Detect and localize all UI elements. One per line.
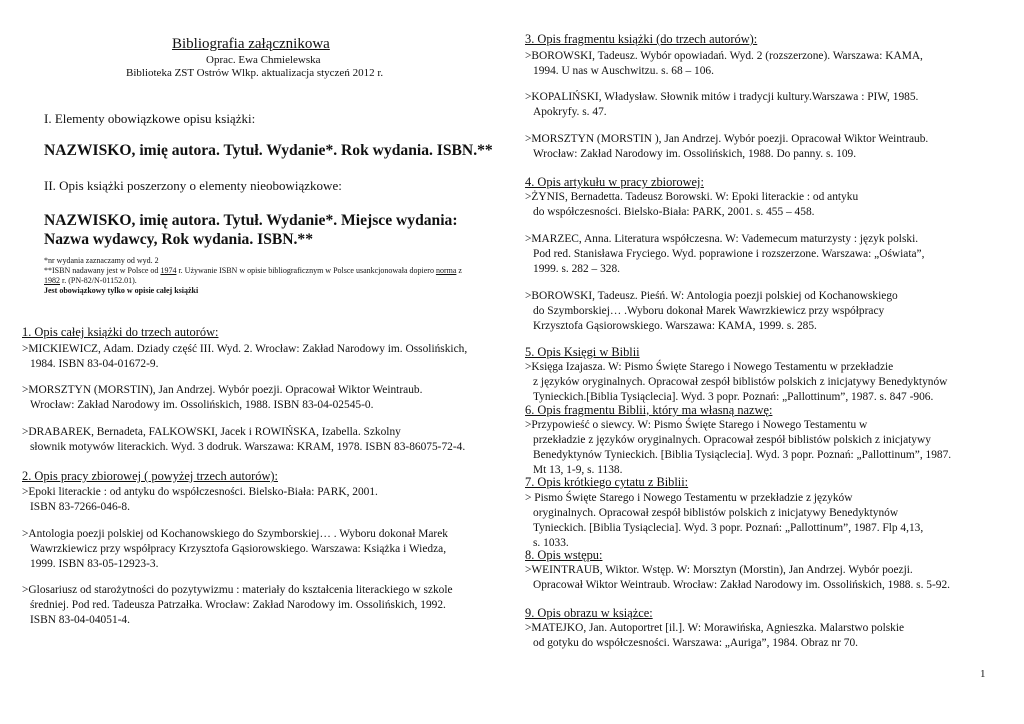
- section-9-heading: 9. Opis obrazu w książce:: [525, 606, 653, 620]
- document-institution: Biblioteka ZST Ostrów Wlkp. aktualizacja styczeń 2012 r.: [126, 67, 384, 79]
- section-3-heading: 3. Opis fragmentu książki (do trzech autorów):: [525, 32, 758, 46]
- section-5-heading: 5. Opis Księgi w Biblii: [525, 345, 640, 359]
- bib-entry: >KOPALIŃSKI, Władysław. Słownik mitów i tradycji kultury.Warszawa : PIW, 1985. Apokryfy. s. 47.: [525, 91, 919, 118]
- bib-entry: >BOROWSKI, Tadeusz. Wybór opowiadań. Wyd. 2 (rozszerzone). Warszawa: KAMA, 1994. U nas w Auschwitzu. s. 68 – 106.: [525, 50, 923, 77]
- bib-entry: >WEINTRAUB, Wiktor. Wstęp. W: Morsztyn (Morstin), Jan Andrzej. Wybór poezji. Opracował Wiktor Weintraub. Wrocław: Zakład Narodowy im. Ossolińskich, 1988. s. 5-92.: [525, 564, 951, 591]
- bib-entry: >ŻYNIS, Bernadetta. Tadeusz Borowski. W: Epoki literackie : od antyku do współczesności. Bielsko-Biała: PARK, 2001. s. 455 – 458.: [525, 191, 859, 218]
- section-ii-formula-line2: Nazwa wydawcy, Rok wydania. ISBN.**: [44, 231, 314, 248]
- bib-entry: >Przypowieść o siewcy. W: Pismo Święte Starego i Nowego Testamentu w przekładzie z języków oryginalnych. Opracował zespół biblistów polskich z inicjatywy Benedyktynów Tynieckich. [Biblia Tysiąclecia]. Wyd. 3 popr. Poznań: „Pallottinum”, 1987. Mt 13, 1-9, s. 1138.: [525, 419, 952, 476]
- bib-entry: >Antologia poezji polskiej od Kochanowskiego do Szymborskiej… . Wyboru dokonał Marek Wawrzkiewicz przy współpracy Krzysztofa Gąsiorowskiego. Warszawa: Książka i Wiedza, 1999. ISBN 83-05-12923-3.: [22, 528, 448, 570]
- footnote-isbn: **ISBN nadawany jest w Polsce od 1974 r. Używanie ISBN w opisie bibliograficznym w Polsce usankcjonowała dopiero norma z: [44, 266, 462, 275]
- bib-entry: >DRABAREK, Bernadeta, FALKOWSKI, Jacek i ROWIŃSKA, Izabella. Szkolny słownik motywów literackich. Wyd. 3 dodruk. Warszawa: KRAM, 1978. ISBN 83-86075-72-4.: [22, 426, 466, 453]
- page-number: 1: [980, 668, 986, 680]
- section-8-heading: 8. Opis wstępu:: [525, 548, 603, 562]
- section-7-heading: 7. Opis krótkiego cytatu z Biblii:: [525, 475, 689, 489]
- bib-entry: >MICKIEWICZ, Adam. Dziady część III. Wyd. 2. Wrocław: Zakład Narodowy im. Ossolińskich, 1984. ISBN 83-04-01672-9.: [22, 343, 468, 370]
- footnote-norma: 1982 r. (PN-82/N-01152.01).: [44, 276, 137, 285]
- bib-entry: >Epoki literackie : od antyku do współczesności. Bielsko-Biała: PARK, 2001. ISBN 83-7266-046-8.: [22, 486, 378, 513]
- document-author: Oprac. Ewa Chmielewska: [206, 54, 321, 66]
- bib-entry: >Glosariusz od starożytności do pozytywizmu : materiały do kształcenia literackiego w szkole średniej. Pod red. Tadeusza Patrzałka. Wrocław: Zakład Narodowy im. Ossolińskich, 1992. ISBN 83-04-04051-4.: [22, 584, 453, 626]
- footnote-mandatory: Jest obowiązkowy tylko w opisie całej książki: [44, 286, 199, 295]
- section-i-formula: NAZWISKO, imię autora. Tytuł. Wydanie*. Rok wydania. ISBN.**: [44, 142, 493, 159]
- document-title: Bibliografia załącznikowa: [172, 36, 330, 52]
- section-6-heading: 6. Opis fragmentu Biblii, który ma własną nazwę:: [525, 403, 773, 417]
- bib-entry: > Pismo Święte Starego i Nowego Testamentu w przekładzie z języków oryginalnych. Opracował zespół biblistów polskich z inicjatywy Benedyktynów Tynieckich. [Biblia Tysiąclecia]. Wyd. 3 popr. Poznań: „Pallottinum”, 1987. Flp 4,13, s. 1033.: [525, 492, 924, 549]
- bib-entry: >MATEJKO, Jan. Autoportret [il.]. W: Morawińska, Agnieszka. Malarstwo polskie od gotyku do współczesności. Warszawa: „Auriga”, 1984. Obraz nr 70.: [525, 622, 905, 649]
- bib-entry: >BOROWSKI, Tadeusz. Pieśń. W: Antologia poezji polskiej od Kochanowskiego do Szymborskiej… .Wyboru dokonał Marek Wawrzkiewicz przy współpracy Krzysztofa Gąsiorowskiego. Warszawa: KAMA, 1999. s. 285.: [525, 290, 898, 332]
- section-ii-formula-line1: NAZWISKO, imię autora. Tytuł. Wydanie*. Miejsce wydania:: [44, 212, 458, 229]
- bib-entry: >MORSZTYN (MORSTIN ), Jan Andrzej. Wybór poezji. Opracował Wiktor Weintraub. Wrocław: Zakład Narodowy im. Ossolińskich, 1988. Do panny. s. 109.: [525, 133, 929, 160]
- section-ii-heading: II. Opis książki poszerzony o elementy nieobowiązkowe:: [44, 178, 342, 193]
- bib-entry: >MARZEC, Anna. Literatura współczesna. W: Vademecum maturzysty : język polski. Pod red. Stanisława Fryciego. Wyd. poprawione i rozszerzone. Warszawa: „Oświata”, 1999. s. 282 – 328.: [525, 233, 925, 275]
- bib-entry: >Księga Izajasza. W: Pismo Święte Starego i Nowego Testamentu w przekładzie z języków oryginalnych. Opracował zespół biblistów polskich z inicjatywy Benedyktynów Tynieckich.[Biblia Tysiąclecia]. Wyd. 3 popr. Poznań: „Pallottinum”, 1987. s. 847 -906.: [525, 361, 948, 403]
- section-2-heading: 2. Opis pracy zbiorowej ( powyżej trzech autorów):: [22, 469, 278, 483]
- section-4-heading: 4. Opis artykułu w pracy zbiorowej:: [525, 175, 704, 189]
- footnote-edition: *nr wydania zaznaczamy od wyd. 2: [44, 256, 159, 265]
- section-i-heading: I. Elementy obowiązkowe opisu książki:: [44, 111, 256, 126]
- bib-entry: >MORSZTYN (MORSTIN), Jan Andrzej. Wybór poezji. Opracował Wiktor Weintraub. Wrocław: Zakład Narodowy im. Ossolińskich, 1988. ISBN 83-04-02545-0.: [22, 384, 423, 411]
- section-1-heading: 1. Opis całej książki do trzech autorów:: [22, 325, 219, 339]
